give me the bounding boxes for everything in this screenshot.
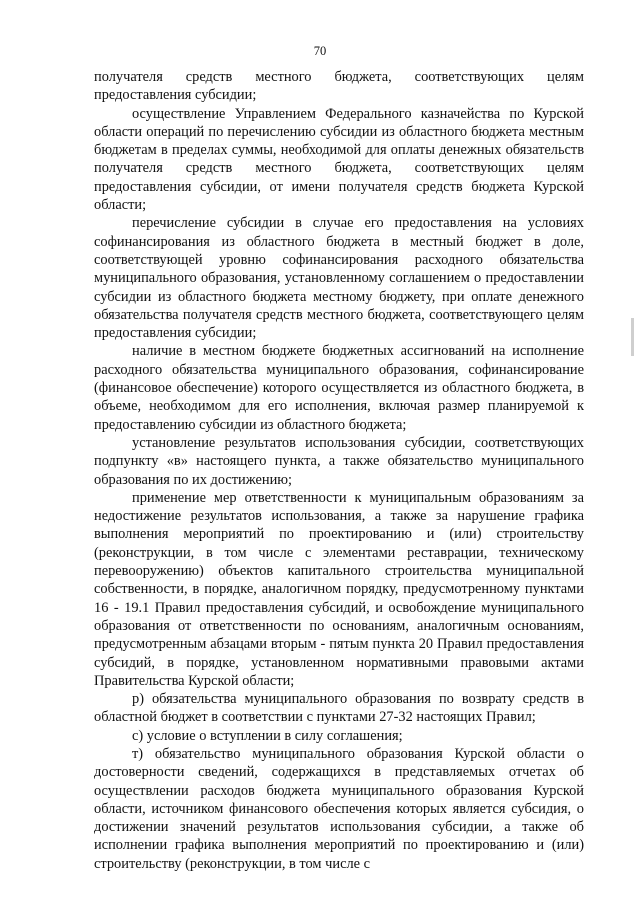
- document-body: [94, 68, 584, 873]
- paragraph-item-r: р) обязательства муниципального образования по возврату средств в областной бюджет в соответствии с пунктами 27-32 настоящих Правил;: [94, 691, 584, 726]
- paragraph-budget-allocations: наличие в местном бюджете бюджетных ассигнований на исполнение расходного обязательства муниципального образования, софинансирование (финансовое обеспечение) которого осуществляется из областного бюджета, в объеме, необходимом для его исполнения, включая размер планируемой к предоставлению субсидии из областного бюджета;: [94, 343, 584, 433]
- scan-edge-mark: [631, 318, 634, 356]
- paragraph-results-establishment: установление результатов использования субсидии, соответствующих подпункту «в» настоящего пункта, а также обязательство муниципального образования по их достижению;: [94, 434, 584, 488]
- paragraph-treasury-operations: осуществление Управлением Федерального казначейства по Курской области операций по перечислению субсидии из областного бюджета местным бюджетам в пределах суммы, необходимой для оплаты денежных обязательств получателя средств местного бюджета, соответствующих целям предоставления субсидии, от имени получателя средств бюджета Курской области;: [94, 105, 584, 214]
- page-number: 70: [313, 44, 327, 58]
- paragraph-liability-measures: применение мер ответственности к муниципальным образованиям за недостижение результатов использования, а также за нарушение графика выполнения мероприятий по проектированию и (или) строительству (реконструкции, в том числе с элементами реставрации, техническому перевооружению) объектов капитального строительства муниципальной собственности, в порядке, аналогичном порядку, предусмотренному пунктами 16 - 19.1 Правил предоставления субсидий, и освобождение муниципального образования от ответственности по основаниям, аналогичным основаниям, предусмотренным абзацами вторым - пятым пункта 20 Правил предоставления субсидий, в порядке, установленном нормативными правовыми актами Правительства Курской области;: [94, 489, 584, 689]
- paragraph-item-t: т) обязательство муниципального образования Курской области о достоверности сведений, содержащихся в представляемых отчетах об осуществлении расходов бюджета муниципального образования Курской области, источником финансового обеспечения которых является субсидия, о достижении значений результатов использования субсидии, а также об исполнении графика выполнения мероприятий по проектированию и (или) строительству (реконструкции, в том числе с: [94, 745, 584, 872]
- paragraph-cofinancing-transfer: перечисление субсидии в случае его предоставления на условиях софинансирования из областного бюджета в местный бюджет в доле, соответствующей уровню софинансирования расходного обязательства муниципального образования, установленному соглашением о предоставлении субсидии из областного бюджета местному бюджету, при оплате денежного обязательства получателя средств местного бюджета, соответствующего целям предоставления субсидии;: [94, 215, 584, 342]
- paragraph-continuation: получателя средств местного бюджета, соответствующих целям предоставления субсидии;: [94, 69, 584, 104]
- paragraph-item-s: с) условие о вступлении в силу соглашения;: [132, 727, 403, 744]
